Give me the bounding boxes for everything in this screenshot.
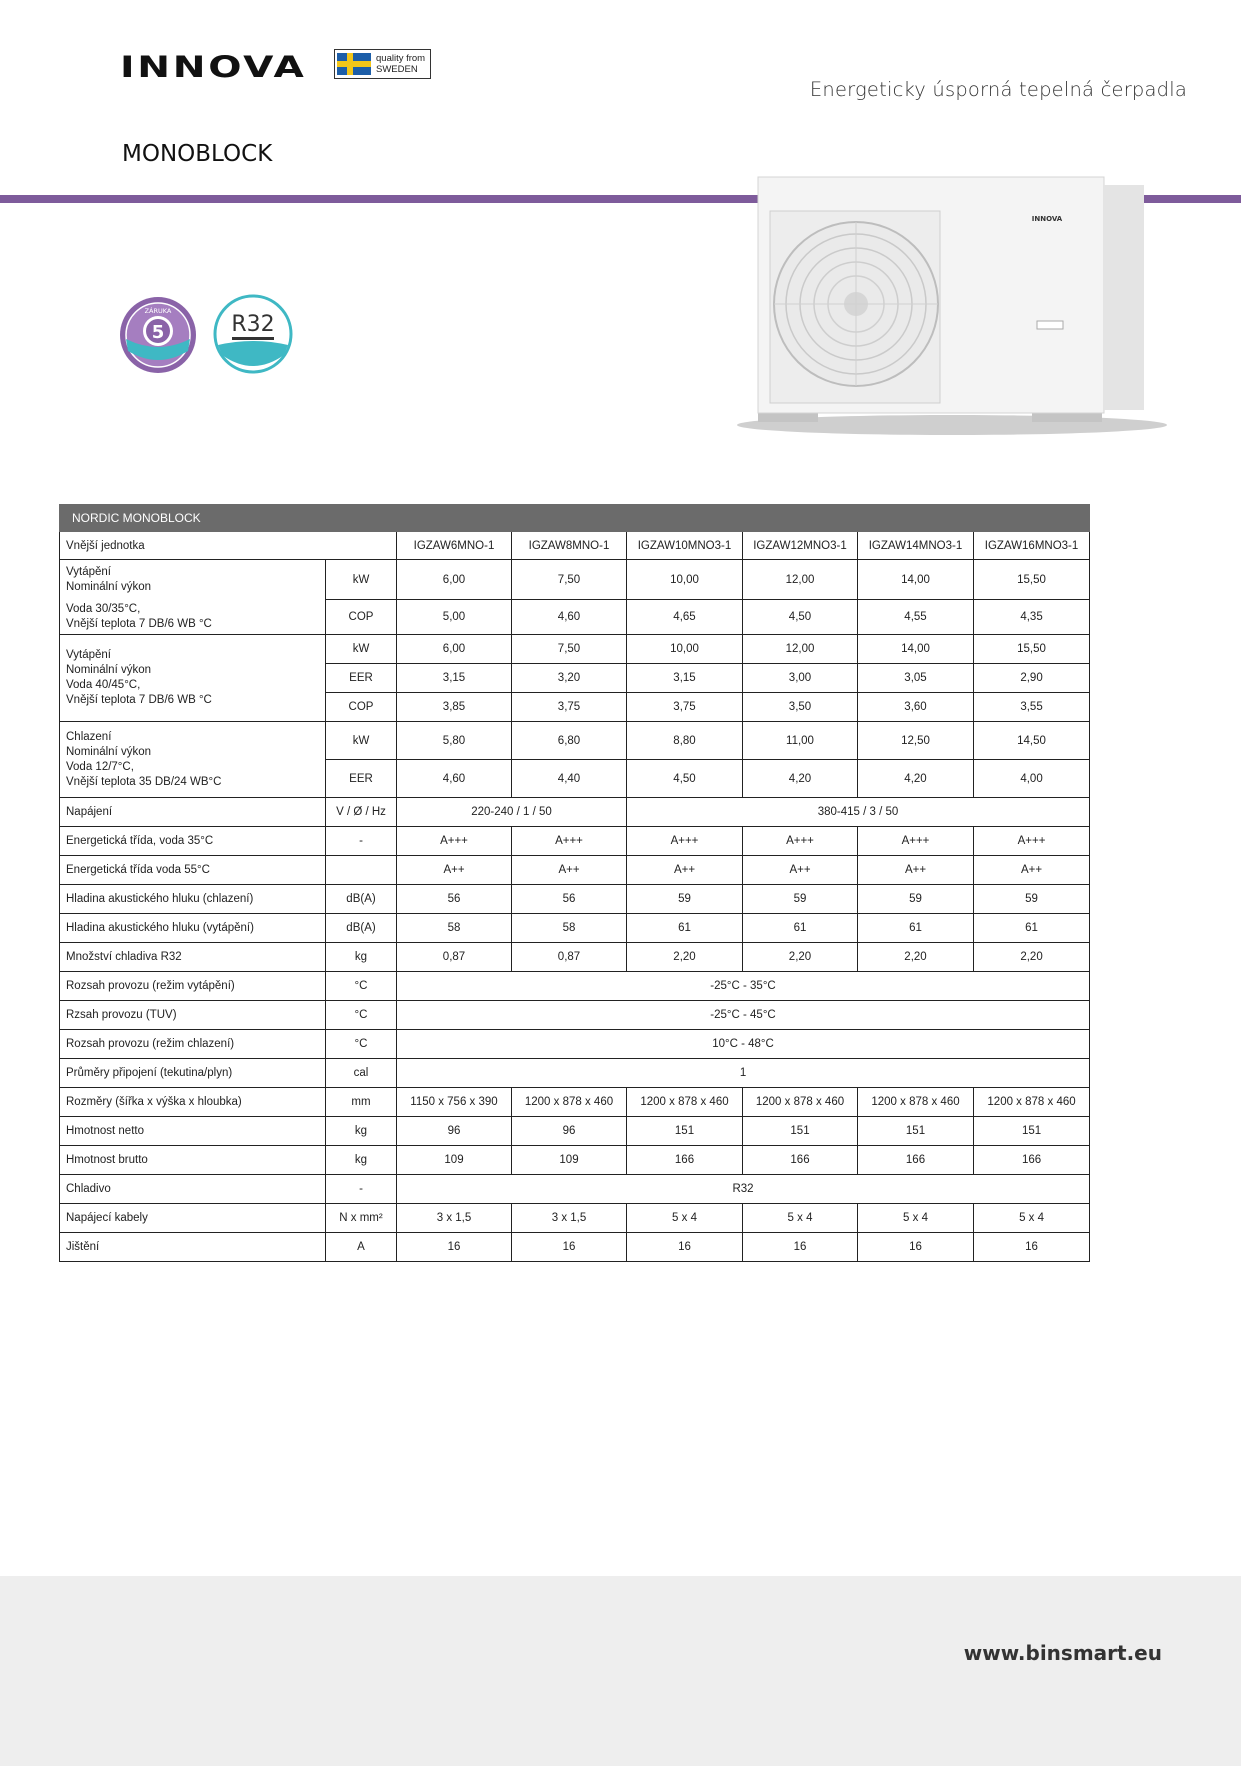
value-cell: 5 x 4 xyxy=(743,1204,858,1233)
table-row xyxy=(60,1175,1090,1204)
value-cell: 7,50 xyxy=(512,635,627,664)
value-cell: 4,50 xyxy=(743,600,858,635)
value-cell: 10,00 xyxy=(627,635,743,664)
value-cell: 1200 x 878 x 460 xyxy=(974,1088,1090,1117)
value-cell: 16 xyxy=(743,1233,858,1262)
value-cell: 166 xyxy=(743,1146,858,1175)
model-header: IGZAW8MNO-1 xyxy=(512,532,627,560)
value-cell: 0,87 xyxy=(512,943,627,972)
table-row xyxy=(60,1204,1090,1233)
unit-cell: dB(A) xyxy=(326,914,397,943)
model-header: IGZAW6MNO-1 xyxy=(397,532,512,560)
table-row xyxy=(60,943,1090,972)
value-cell: 220-240 / 1 / 50 xyxy=(397,798,627,827)
value-cell: 16 xyxy=(627,1233,743,1262)
table-row xyxy=(60,856,1090,885)
value-cell: 3,60 xyxy=(858,693,974,722)
unit-cell: kg xyxy=(326,943,397,972)
value-cell: 4,60 xyxy=(397,760,512,798)
unit-cell: kW xyxy=(326,635,397,664)
value-cell: 0,87 xyxy=(397,943,512,972)
unit-cell: A xyxy=(326,1233,397,1262)
row-label: Energetická třída voda 55°C xyxy=(60,856,326,885)
value-cell: 6,80 xyxy=(512,722,627,760)
value-cell: 3,50 xyxy=(743,693,858,722)
value-cell: 3,85 xyxy=(397,693,512,722)
swedish-flag-icon xyxy=(337,53,371,75)
value-cell: 3,20 xyxy=(512,664,627,693)
value-cell: 12,00 xyxy=(743,560,858,600)
value-cell: 61 xyxy=(627,914,743,943)
value-cell: 3 x 1,5 xyxy=(397,1204,512,1233)
value-cell: 151 xyxy=(858,1117,974,1146)
value-cell: 14,00 xyxy=(858,560,974,600)
row-label: Hladina akustického hluku (chlazení) xyxy=(60,885,326,914)
value-cell: -25°C - 45°C xyxy=(397,1001,1090,1030)
model-header: IGZAW10MNO3-1 xyxy=(627,532,743,560)
value-cell: 58 xyxy=(512,914,627,943)
row-label: Energetická třída, voda 35°C xyxy=(60,827,326,856)
value-cell: 12,50 xyxy=(858,722,974,760)
unit-cell: °C xyxy=(326,1001,397,1030)
value-cell: 96 xyxy=(397,1117,512,1146)
value-cell: 11,00 xyxy=(743,722,858,760)
unit-cell: dB(A) xyxy=(326,885,397,914)
value-cell: 8,80 xyxy=(627,722,743,760)
value-cell: 151 xyxy=(743,1117,858,1146)
value-cell: 151 xyxy=(627,1117,743,1146)
value-cell: A+++ xyxy=(858,827,974,856)
value-cell: 1200 x 878 x 460 xyxy=(627,1088,743,1117)
unit-cell: - xyxy=(326,1175,397,1204)
row-label: Rozměry (šířka x výška x hloubka) xyxy=(60,1088,326,1117)
value-cell: 56 xyxy=(397,885,512,914)
value-cell: 4,55 xyxy=(858,600,974,635)
value-cell: 2,20 xyxy=(627,943,743,972)
row-label: Rozsah provozu (režim vytápění) xyxy=(60,972,326,1001)
value-cell: A+++ xyxy=(397,827,512,856)
table-row xyxy=(60,1117,1090,1146)
row-label: Rzsah provozu (TUV) xyxy=(60,1001,326,1030)
value-cell: 61 xyxy=(743,914,858,943)
table-row xyxy=(60,532,1090,560)
value-cell: 4,65 xyxy=(627,600,743,635)
unit-cell: kg xyxy=(326,1146,397,1175)
table-row xyxy=(60,1059,1090,1088)
value-cell: 15,50 xyxy=(974,560,1090,600)
unit-cell: COP xyxy=(326,693,397,722)
unit-cell: EER xyxy=(326,664,397,693)
tagline: Energeticky úsporná tepelná čerpadla xyxy=(809,78,1187,101)
table-row xyxy=(60,972,1090,1001)
value-cell: 4,40 xyxy=(512,760,627,798)
warranty-label: ZÁRUKA xyxy=(144,307,172,315)
value-cell: 59 xyxy=(974,885,1090,914)
outdoor-unit-label: Vnější jednotka xyxy=(60,532,397,560)
value-cell: 59 xyxy=(743,885,858,914)
warranty-5-years-icon xyxy=(118,295,198,375)
row-label: Rozsah provozu (režim chlazení) xyxy=(60,1030,326,1059)
page-title: MONOBLOCK xyxy=(122,141,273,167)
unit-cell: °C xyxy=(326,1030,397,1059)
value-cell: A++ xyxy=(397,856,512,885)
value-cell: 3,55 xyxy=(974,693,1090,722)
value-cell: 109 xyxy=(512,1146,627,1175)
table-title: NORDIC MONOBLOCK xyxy=(60,505,1090,532)
unit-cell: N x mm² xyxy=(326,1204,397,1233)
value-cell: 109 xyxy=(397,1146,512,1175)
value-cell: 6,00 xyxy=(397,560,512,600)
spec-table-wrapper xyxy=(59,504,1089,1262)
value-cell: 4,00 xyxy=(974,760,1090,798)
quality-badge xyxy=(334,49,431,79)
row-label: Hmotnost netto xyxy=(60,1117,326,1146)
value-cell: 4,60 xyxy=(512,600,627,635)
value-cell: 1 xyxy=(397,1059,1090,1088)
value-cell: 14,50 xyxy=(974,722,1090,760)
row-label: Napájecí kabely xyxy=(60,1204,326,1233)
row-label: Chladivo xyxy=(60,1175,326,1204)
table-row xyxy=(60,560,1090,600)
row-label: Množství chladiva R32 xyxy=(60,943,326,972)
row-label: Vytápění Nominální výkon xyxy=(60,560,326,600)
badge-line2: SWEDEN xyxy=(376,64,418,75)
value-cell: 59 xyxy=(858,885,974,914)
table-row xyxy=(60,914,1090,943)
value-cell: 4,20 xyxy=(858,760,974,798)
row-label: Napájení xyxy=(60,798,326,827)
row-label: Průměry připojení (tekutina/plyn) xyxy=(60,1059,326,1088)
value-cell: 2,20 xyxy=(974,943,1090,972)
value-cell: 380-415 / 3 / 50 xyxy=(627,798,1090,827)
unit-cell: mm xyxy=(326,1088,397,1117)
value-cell: R32 xyxy=(397,1175,1090,1204)
value-cell: 151 xyxy=(974,1117,1090,1146)
badge-line1: quality from xyxy=(376,53,426,64)
value-cell: 166 xyxy=(974,1146,1090,1175)
value-cell: 3 x 1,5 xyxy=(512,1204,627,1233)
table-row xyxy=(60,1146,1090,1175)
unit-cell: COP xyxy=(326,600,397,635)
value-cell: A++ xyxy=(627,856,743,885)
value-cell: 10°C - 48°C xyxy=(397,1030,1090,1059)
value-cell: 6,00 xyxy=(397,635,512,664)
value-cell: 16 xyxy=(397,1233,512,1262)
unit-cell: cal xyxy=(326,1059,397,1088)
value-cell: 1200 x 878 x 460 xyxy=(512,1088,627,1117)
value-cell: 5 x 4 xyxy=(974,1204,1090,1233)
table-row xyxy=(60,885,1090,914)
value-cell: A++ xyxy=(858,856,974,885)
unit-cell: kW xyxy=(326,560,397,600)
value-cell: 7,50 xyxy=(512,560,627,600)
value-cell: 16 xyxy=(974,1233,1090,1262)
table-row xyxy=(60,1233,1090,1262)
website-link[interactable]: www.binsmart.eu xyxy=(963,1641,1162,1665)
value-cell: 3,15 xyxy=(397,664,512,693)
row-label: Hladina akustického hluku (vytápění) xyxy=(60,914,326,943)
unit-cell xyxy=(326,856,397,885)
value-cell: 3,05 xyxy=(858,664,974,693)
unit-cell: °C xyxy=(326,972,397,1001)
row-label: Jištění xyxy=(60,1233,326,1262)
value-cell: 5 x 4 xyxy=(627,1204,743,1233)
unit-cell: - xyxy=(326,827,397,856)
value-cell: 1200 x 878 x 460 xyxy=(858,1088,974,1117)
value-cell: 5 x 4 xyxy=(858,1204,974,1233)
brand-logo: INNOVA xyxy=(120,50,307,84)
value-cell: 5,00 xyxy=(397,600,512,635)
warranty-number: 5 xyxy=(151,322,165,343)
table-row xyxy=(60,798,1090,827)
value-cell: 2,90 xyxy=(974,664,1090,693)
value-cell: 166 xyxy=(627,1146,743,1175)
value-cell: 1150 x 756 x 390 xyxy=(397,1088,512,1117)
value-cell: 166 xyxy=(858,1146,974,1175)
value-cell: A++ xyxy=(974,856,1090,885)
value-cell: 56 xyxy=(512,885,627,914)
value-cell: 10,00 xyxy=(627,560,743,600)
spec-table xyxy=(59,504,1090,1262)
value-cell: 16 xyxy=(512,1233,627,1262)
table-row xyxy=(60,1088,1090,1117)
value-cell: 2,20 xyxy=(858,943,974,972)
value-cell: -25°C - 35°C xyxy=(397,972,1090,1001)
model-header: IGZAW12MNO3-1 xyxy=(743,532,858,560)
value-cell: 58 xyxy=(397,914,512,943)
heat-pump-product-image xyxy=(732,175,1172,437)
table-row xyxy=(60,1001,1090,1030)
value-cell: 2,20 xyxy=(743,943,858,972)
value-cell: 4,50 xyxy=(627,760,743,798)
value-cell: 3,15 xyxy=(627,664,743,693)
value-cell: 14,00 xyxy=(858,635,974,664)
table-row xyxy=(60,1030,1090,1059)
table-row xyxy=(60,635,1090,664)
model-header: IGZAW14MNO3-1 xyxy=(858,532,974,560)
value-cell: 96 xyxy=(512,1117,627,1146)
row-label: Hmotnost brutto xyxy=(60,1146,326,1175)
value-cell: 3,00 xyxy=(743,664,858,693)
table-row xyxy=(60,827,1090,856)
table-row xyxy=(60,722,1090,760)
value-cell: 3,75 xyxy=(512,693,627,722)
value-cell: 61 xyxy=(974,914,1090,943)
value-cell: A+++ xyxy=(974,827,1090,856)
value-cell: 15,50 xyxy=(974,635,1090,664)
unit-cell: kg xyxy=(326,1117,397,1146)
unit-cell: kW xyxy=(326,722,397,760)
footer xyxy=(0,1576,1241,1766)
value-cell: A++ xyxy=(512,856,627,885)
row-label: Chlazení Nominální výkon Voda 12/7°C, Vnější teplota 35 DB/24 WB°C xyxy=(60,722,326,798)
value-cell: 16 xyxy=(858,1233,974,1262)
value-cell: 61 xyxy=(858,914,974,943)
value-cell: A++ xyxy=(743,856,858,885)
value-cell: 4,20 xyxy=(743,760,858,798)
value-cell: 1200 x 878 x 460 xyxy=(743,1088,858,1117)
unit-cell: V / Ø / Hz xyxy=(326,798,397,827)
value-cell: 3,75 xyxy=(627,693,743,722)
value-cell: 5,80 xyxy=(397,722,512,760)
value-cell: A+++ xyxy=(512,827,627,856)
value-cell: 4,35 xyxy=(974,600,1090,635)
model-header: IGZAW16MNO3-1 xyxy=(974,532,1090,560)
value-cell: 59 xyxy=(627,885,743,914)
r32-text: R32 xyxy=(231,312,275,337)
r32-refrigerant-icon xyxy=(212,293,294,375)
value-cell: A+++ xyxy=(627,827,743,856)
table-row xyxy=(60,600,1090,635)
product-brand-label: INNOVA xyxy=(1031,215,1063,223)
row-label: Vytápění Nominální výkon Voda 40/45°C, Vnější teplota 7 DB/6 WB °C xyxy=(60,635,326,722)
row-label: Voda 30/35°C, Vnější teplota 7 DB/6 WB °C xyxy=(60,600,326,635)
value-cell: 12,00 xyxy=(743,635,858,664)
unit-cell: EER xyxy=(326,760,397,798)
value-cell: A+++ xyxy=(743,827,858,856)
